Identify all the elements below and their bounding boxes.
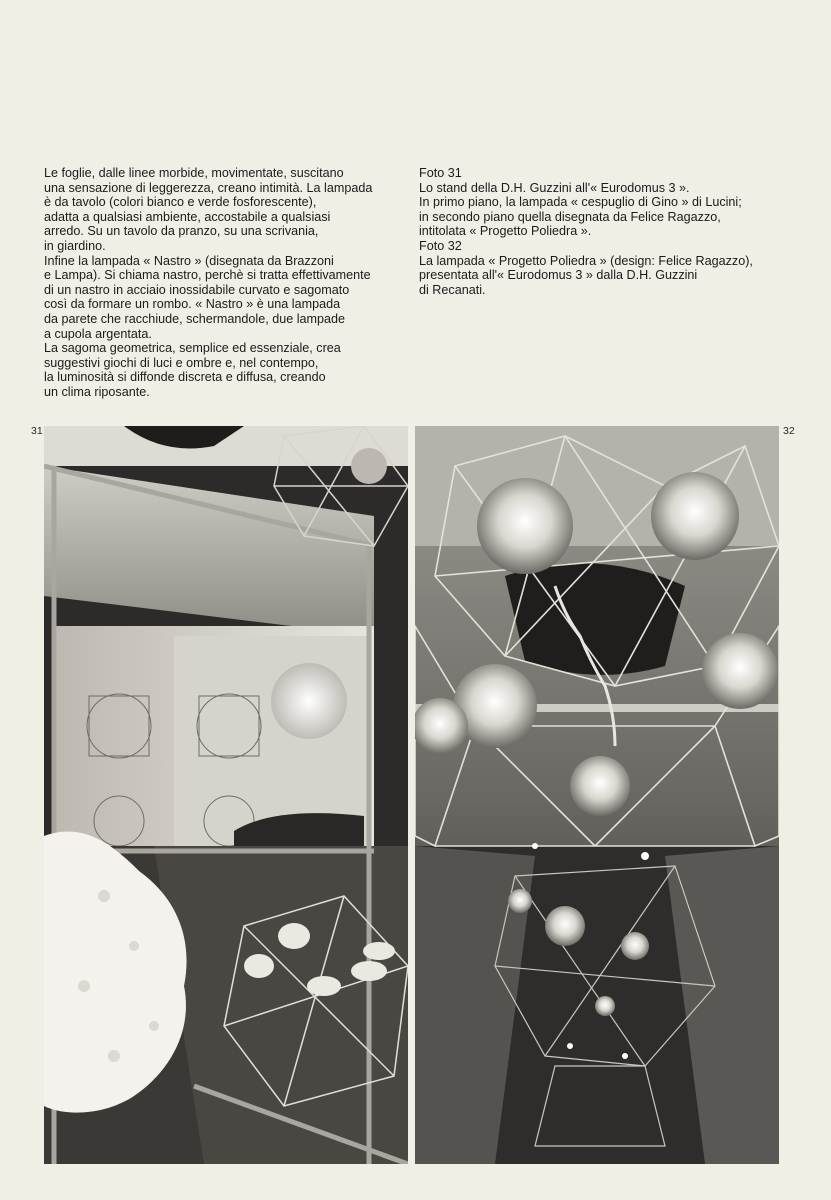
- text-line: in giardino.: [44, 238, 106, 253]
- text-line: la luminosità si diffonde discreta e diffusa, creando: [44, 370, 326, 385]
- text-line: adatta a qualsiasi ambiente, accostabile a qualsiasi: [44, 209, 331, 224]
- text-line: una sensazione di leggerezza, creano intimità. La lampada: [44, 180, 373, 195]
- text-line: Infine la lampada « Nastro » (disegnata da Brazzoni: [44, 253, 334, 268]
- text-line: arredo. Su un tavolo da pranzo, su una scrivania,: [44, 224, 319, 239]
- photo-number-31: 31: [31, 425, 43, 437]
- photo-32-poliedra: [415, 426, 779, 1164]
- caption-line: in secondo piano quella disegnata da Felice Ragazzo,: [419, 209, 721, 224]
- photo-number-32: 32: [783, 425, 795, 437]
- text-line: e Lampa). Si chiama nastro, perchè si tratta effettivamente: [44, 268, 371, 283]
- text-line: suggestivi giochi di luci e ombre e, nel contempo,: [44, 355, 319, 370]
- caption-line: In primo piano, la lampada « cespuglio di Gino » di Lucini;: [419, 195, 742, 210]
- text-line: è da tavolo (colori bianco e verde fosforescente),: [44, 195, 317, 210]
- text-line: così da formare un rombo. « Nastro » è una lampada: [44, 297, 341, 312]
- text-line: La sagoma geometrica, semplice ed essenziale, crea: [44, 341, 341, 356]
- photo-31-stand: [44, 426, 408, 1164]
- caption-line: intitolata « Progetto Poliedra ».: [419, 224, 592, 239]
- text-line: a cupola argentata.: [44, 326, 152, 341]
- caption-line: Foto 32: [419, 238, 462, 253]
- caption-line: di Recanati.: [419, 282, 486, 297]
- caption-line: presentata all'« Eurodomus 3 » dalla D.H. Guzzini: [419, 268, 698, 283]
- caption-line: Lo stand della D.H. Guzzini all'« Eurodomus 3 ».: [419, 180, 690, 195]
- photo-31-image: [44, 426, 408, 1164]
- text-line: un clima riposante.: [44, 384, 150, 399]
- article-text: [44, 166, 414, 400]
- photo-captions: [419, 166, 799, 297]
- text-line: da parete che racchiude, schermandole, due lampade: [44, 311, 346, 326]
- text-line: di un nastro in acciaio inossidabile curvato e sagomato: [44, 282, 350, 297]
- photo-32-image: [415, 426, 779, 1164]
- caption-line: La lampada « Progetto Poliedra » (design: Felice Ragazzo),: [419, 253, 753, 268]
- text-line: Le foglie, dalle linee morbide, movimentate, suscitano: [44, 166, 344, 180]
- caption-line: Foto 31: [419, 166, 462, 180]
